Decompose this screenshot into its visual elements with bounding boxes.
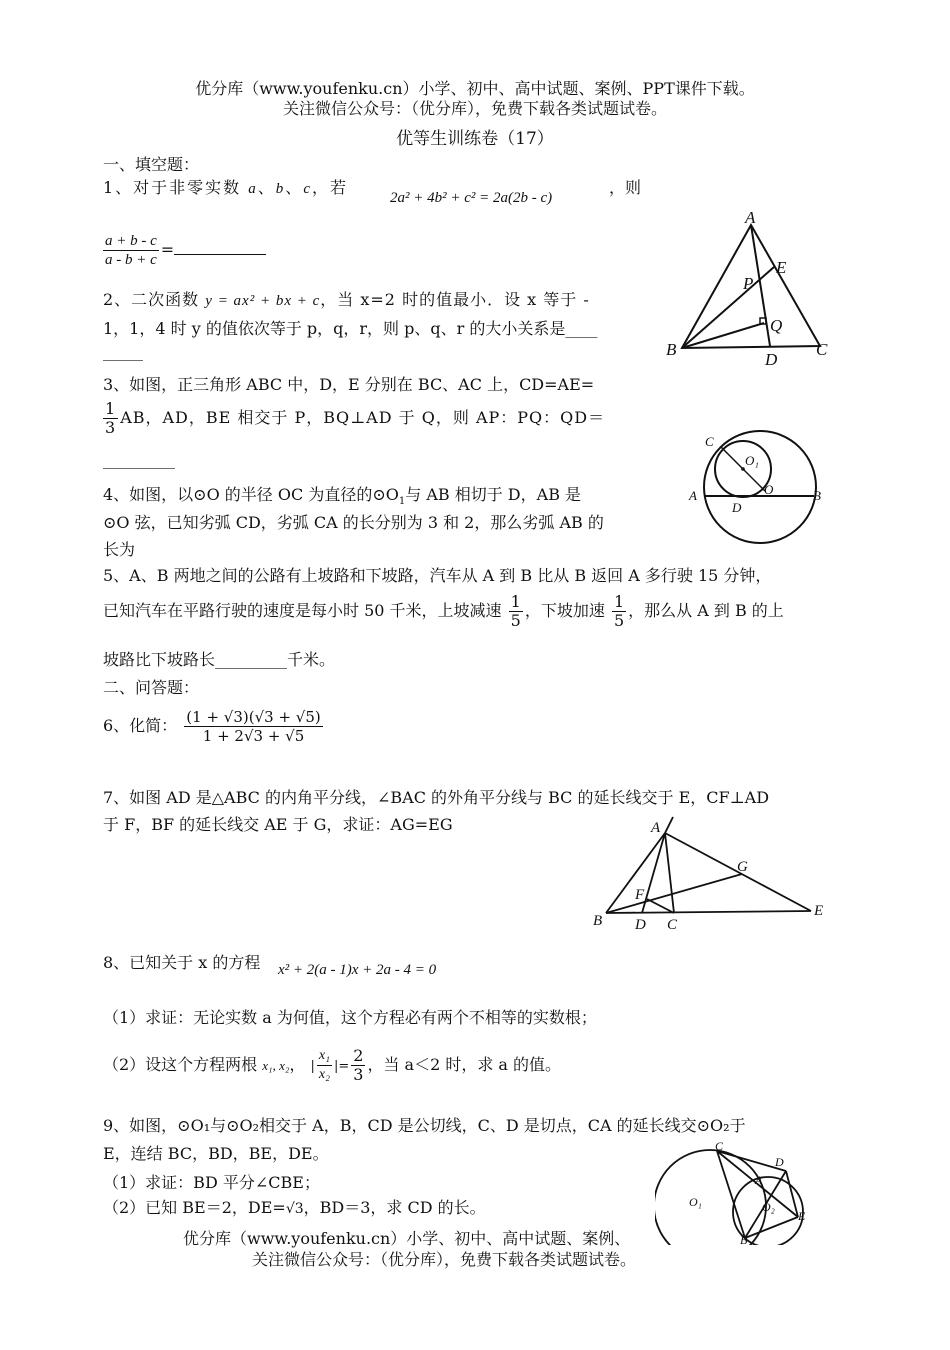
q5-line-2: 已知汽车在平路行驶的速度是每小时 50 千米，上坡减速 $\frac{1}{5}$ ，下坡加速 $\frac{1}{5}$ ，那么从 A 到 B 的上	[103, 592, 784, 630]
segment-be	[682, 267, 774, 348]
q8-equation: x² + 2(a - 1)x + 2a - 4 = 0	[278, 962, 437, 978]
q4-line-3: 长为	[103, 540, 136, 559]
q8-stem: 8、已知关于 x 的方程	[103, 953, 261, 972]
q2-line-2: 1，1，4 时 y 的值依次等于 p，q，r，则 p、q、r 的大小关系是____	[103, 319, 598, 338]
label-E: E	[776, 258, 787, 277]
segment-be	[745, 1217, 798, 1238]
figure-q9	[655, 1140, 815, 1245]
header-line-1: 优分库（www.youfenku.cn）小学、初中、高中试题、案例、PPT课件下载。	[195, 79, 755, 98]
q5-line-1: 5、A、B 两地之间的公路有上坡路和下坡路，汽车从 A 到 B 比从 B 返回 A 多行驶 15 分钟，	[103, 566, 772, 585]
q7-line-2: 于 F，BF 的延长线交 AE 于 G，求证：AG=EG	[103, 815, 453, 834]
q1-stem: 1、对于非零实数 a、b、c，若	[103, 178, 348, 197]
q9-part-2: （2）已知 BE＝2，DE=√3，BD＝3，求 CD 的长。	[103, 1198, 486, 1217]
label-E: E	[814, 903, 824, 919]
q3-line-2: $\frac{1}{3}$ AB，AD，BE 相交于 P，BQ⊥AD 于 Q，则 AP：PQ：QD＝	[105, 399, 606, 437]
q1-then: ，则	[609, 178, 642, 197]
section-fill-blank-heading: 一、填空题：	[103, 155, 200, 174]
label-P: P	[743, 274, 754, 293]
header-line-2: 关注微信公众号：（优分库），免费下载各类试题试卷。	[282, 99, 667, 118]
q8-part-2: （2）设这个方程两根 x₁, x₂， | $\frac{\text{x₁}}{\text{x₂}}$ |= $\frac{2}{3}$ ，当 a＜2 时，求 a 的值。	[103, 1046, 562, 1084]
label-B: B	[666, 340, 677, 359]
q1-frac-denominator: a - b + c	[105, 252, 157, 268]
q8-part-1: （1）求证：无论实数 a 为何值，这个方程必有两个不相等的实数根；	[103, 1008, 597, 1027]
q1-equation: 2a² + 4b² + c² = 2a(2b - c)	[390, 190, 553, 206]
q9-part-1: （1）求证：BD 平分∠CBE；	[103, 1173, 320, 1192]
figure-q7	[585, 815, 830, 935]
q3-line-1: 3、如图，正三角形 ABC 中，D，E 分别在 BC、AC 上，CD=AE=	[103, 375, 595, 394]
label-C: C	[816, 340, 828, 359]
figure-q4-circles	[683, 425, 833, 550]
label-O1: O₁	[745, 453, 759, 468]
q3-line-3: _________	[103, 450, 175, 469]
label-O: O	[764, 482, 774, 497]
label-A: A	[689, 488, 697, 503]
label-C: C	[705, 434, 714, 449]
section-qa-heading: 二、问答题：	[103, 678, 200, 697]
label-O2: O₂	[762, 1200, 775, 1214]
label-B: B	[813, 488, 821, 503]
q6-numerator: (1 + √3)(√3 + √5)	[186, 708, 321, 726]
label-A: A	[755, 1173, 763, 1187]
label-D: D	[775, 1155, 784, 1169]
q9-line-1: 9、如图，⊙O₁与⊙O₂相交于 A，B，CD 是公切线，C、D 是切点，CA 的延长线交⊙O₂于	[103, 1116, 746, 1135]
q9-line-2: E，连结 BC，BD，BE，DE。	[103, 1144, 329, 1163]
q1-frac-numerator: a + b - c	[105, 233, 157, 249]
figure-q3-triangle	[660, 205, 850, 370]
q6-denominator: 1 + 2√3 + √5	[202, 727, 305, 745]
q5-line-3: 坡路比下坡路长_________千米。	[103, 650, 336, 669]
label-C: C	[715, 1140, 724, 1153]
segment-cf	[647, 899, 674, 913]
label-D: D	[765, 350, 778, 369]
q1-answer-blank[interactable]	[174, 254, 266, 255]
segment-bc	[717, 1151, 745, 1238]
segment-de	[786, 1171, 798, 1217]
line-be	[606, 911, 811, 913]
q1-answer-fraction: $\frac{a + b - c}{a - b + c}$ =	[101, 232, 266, 269]
label-D: D	[635, 917, 646, 933]
q2-line-3: _____	[103, 342, 143, 361]
segment-ac	[665, 833, 674, 913]
label-A: A	[651, 820, 661, 836]
footer-line-1: 优分库（www.youfenku.cn）小学、初中、高中试题、案例、	[183, 1229, 631, 1248]
label-Q: Q	[770, 316, 783, 335]
label-A: A	[745, 208, 756, 227]
label-G: G	[737, 859, 748, 875]
label-B: B	[740, 1233, 748, 1245]
label-F: F	[635, 887, 645, 903]
q4-line-1: 4、如图，以⊙O 的半径 OC 为直径的$⊙O_1$与 AB 相切于 D，AB 是	[103, 485, 582, 508]
footer-line-2: 关注微信公众号：（优分库），免费下载各类试题试卷。	[252, 1250, 637, 1269]
label-E: E	[798, 1209, 806, 1223]
q7-line-1: 7、如图 AD 是△ABC 的内角平分线，∠BAC 的外角平分线与 BC 的延长线交于 E，CF⊥AD	[103, 788, 770, 807]
label-O1: O₁	[689, 1195, 702, 1209]
label-D: D	[732, 500, 742, 515]
q6: 6、化简： $\frac{(1 + √3)(√3 + √5)}{1 + 2√3 + √5}$	[103, 708, 321, 745]
extension-ray	[665, 817, 673, 833]
page-title: 优等生训练卷（17）	[396, 129, 554, 149]
label-B: B	[593, 913, 603, 929]
q4-line-2: ⊙O 弦，已知劣弧 CD，劣弧 CA 的长分别为 3 和 2，那么劣弧 AB 的	[103, 513, 604, 532]
label-C: C	[667, 917, 678, 933]
q2-line-1: 2、二次函数 y = ax² + bx + c，当 x=2 时的值最小．设 x 等于 -	[103, 290, 590, 309]
